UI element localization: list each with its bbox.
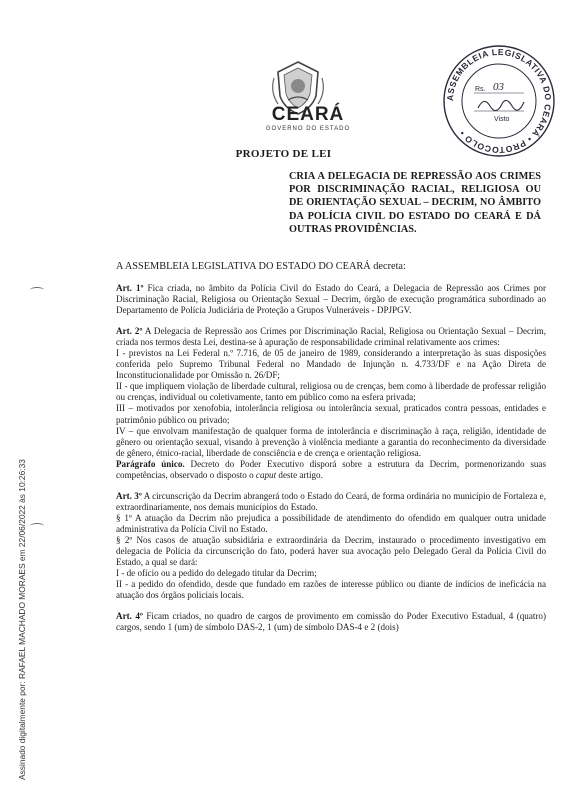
- article-3-paragraph-2-item-i: I - de ofício ou a pedido do delegado titular da Decrim;: [116, 568, 317, 579]
- document-type-title: PROJETO DE LEI: [235, 148, 332, 160]
- article-1: Art. 1º Fica criada, no âmbito da Polícia Civil do Estado do Ceará, a Delegacia de Repressão aos Crimes por Discriminação Racial, Religiosa ou Orientação Sexual – Decrim, órgão de execução programática subordinado ao Departamento de Polícia Judiciária de Proteção a Grupos Vulneráveis - DPJPGV.: [116, 283, 546, 316]
- article-4: Art. 4º Ficam criados, no quadro de cargos de provimento em comissão do Poder Executivo Estadual, 4 (quatro) cargos, sendo 1 (um) de símbolo DAS-2, 1 (um) de símbolo DAS-4 e 2 (dois): [116, 611, 547, 633]
- article-1-label: Art. 1º: [116, 283, 144, 293]
- article-3-label: Art. 3º: [116, 490, 142, 501]
- sole-paragraph-label: Parágrafo único.: [116, 458, 185, 469]
- article-4-label: Art. 4º: [116, 611, 143, 622]
- article-2-sole-paragraph: Parágrafo único. Decreto do Poder Executivo disporá sobre a estrutura da Decrim, pormenorizando suas competências, observado o disposto o caput deste artigo.: [116, 458, 546, 480]
- article-2: Art. 2º A Delegacia de Repressão aos Crimes por Discriminação Racial, Religiosa ou Orientação Sexual – Decrim, criada nos termos desta Lei, destina-se à apuração de responsabilidade criminal relativamente aos crimes:: [116, 326, 546, 348]
- svg-text:03: 03: [493, 81, 504, 93]
- article-2-item-iii: III – motivados por xenofobia, intolerância religiosa ou intolerância sexual, praticados contra pessoas, entidades e patrimônio público ou privado;: [116, 403, 546, 425]
- article-2-item-ii: II - que impliquem violação de liberdade cultural, religiosa ou de crenças, bem como à liberdade de professar religião ou crenças, individual ou coletivamente, tanto em público como na esfera privada;: [116, 381, 546, 403]
- bill-body: [116, 283, 546, 643]
- article-2-label: Art. 2º: [116, 326, 143, 337]
- svg-text:Visto: Visto: [494, 116, 510, 123]
- margin-mark: [30, 523, 44, 529]
- protocol-stamp: [440, 42, 558, 160]
- svg-text:ASSEMBLEIA LEGISLATIVA DO CEAR: ASSEMBLEIA LEGISLATIVA DO CEARÁ • PROTOCOLO •: [444, 46, 554, 156]
- article-2-item-iv: IV – que envolvam manifestação de qualquer forma de intolerância e discriminação à raça, religião, identidade de gênero ou orientação sexual, visando à prevenção à violência mediante a garantia do reconhecimento da diversidade de gênero, étnico-racial, liberdade de consciência e de crença e orientação religiosa.: [116, 425, 546, 458]
- svg-text:Rs.: Rs.: [475, 86, 486, 93]
- brand-name: CEARÁ: [271, 104, 345, 125]
- enacting-clause: A ASSEMBLEIA LEGISLATIVA DO ESTADO DO CEARÁ decreta:: [116, 261, 406, 272]
- margin-mark: [30, 287, 44, 293]
- article-3-paragraph-2: § 2º Nos casos de atuação subsidiária e extraordinária da Decrim, instaurado o procedimento investigativo em delegacia de Polícia da circunscrição do fato, poderá haver sua avocação pelo Delegado Geral da Polícia Civil do Estado, a qual se dará:: [116, 534, 546, 568]
- article-3-paragraph-1: § 1º A atuação da Decrim não prejudica a possibilidade de atendimento do ofendido em qualquer outra unidade administrativa da Polícia Civil no Estado.: [116, 512, 546, 534]
- digital-signature-note: Assinado digitalmente por: RAFAEL MACHADO MORAES em 22/06/2022 às 10:26:33: [17, 459, 27, 780]
- article-2-item-i: I - previstos na Lei Federal n.º 7.716, de 05 de janeiro de 1989, considerando a interpretação às suas disposições conferida pelo Supremo Tribunal Federal no Mandado de Injunção n. 4.733/DF e na Ação Direta de Inconstitucionalidade por Omissão n. 26/DF;: [116, 348, 546, 381]
- bill-summary: CRIA A DELEGACIA DE REPRESSÃO AOS CRIMES POR DISCRIMINAÇÃO RACIAL, RELIGIOSA OU DE ORIENTAÇÃO SEXUAL – DECRIM, NO ÂMBITO DA POLÍCIA CIVIL DO ESTADO DO CEARÁ E DÁ OUTRAS PROVIDÊNCIAS.: [289, 171, 541, 235]
- article-3-paragraph-2-item-ii: II - a pedido do ofendido, desde que fundado em razões de interesse público ou diante de indícios de ineficácia na atuação dos órgãos policiais locais.: [116, 579, 546, 601]
- brand-subtitle: GOVERNO DO ESTADO: [265, 126, 351, 132]
- article-3: Art. 3º A circunscrição da Decrim abrangerá todo o Estado do Ceará, de forma ordinária no município de Fortaleza e, extraordinariamente, nos demais municípios do Estado.: [116, 490, 546, 512]
